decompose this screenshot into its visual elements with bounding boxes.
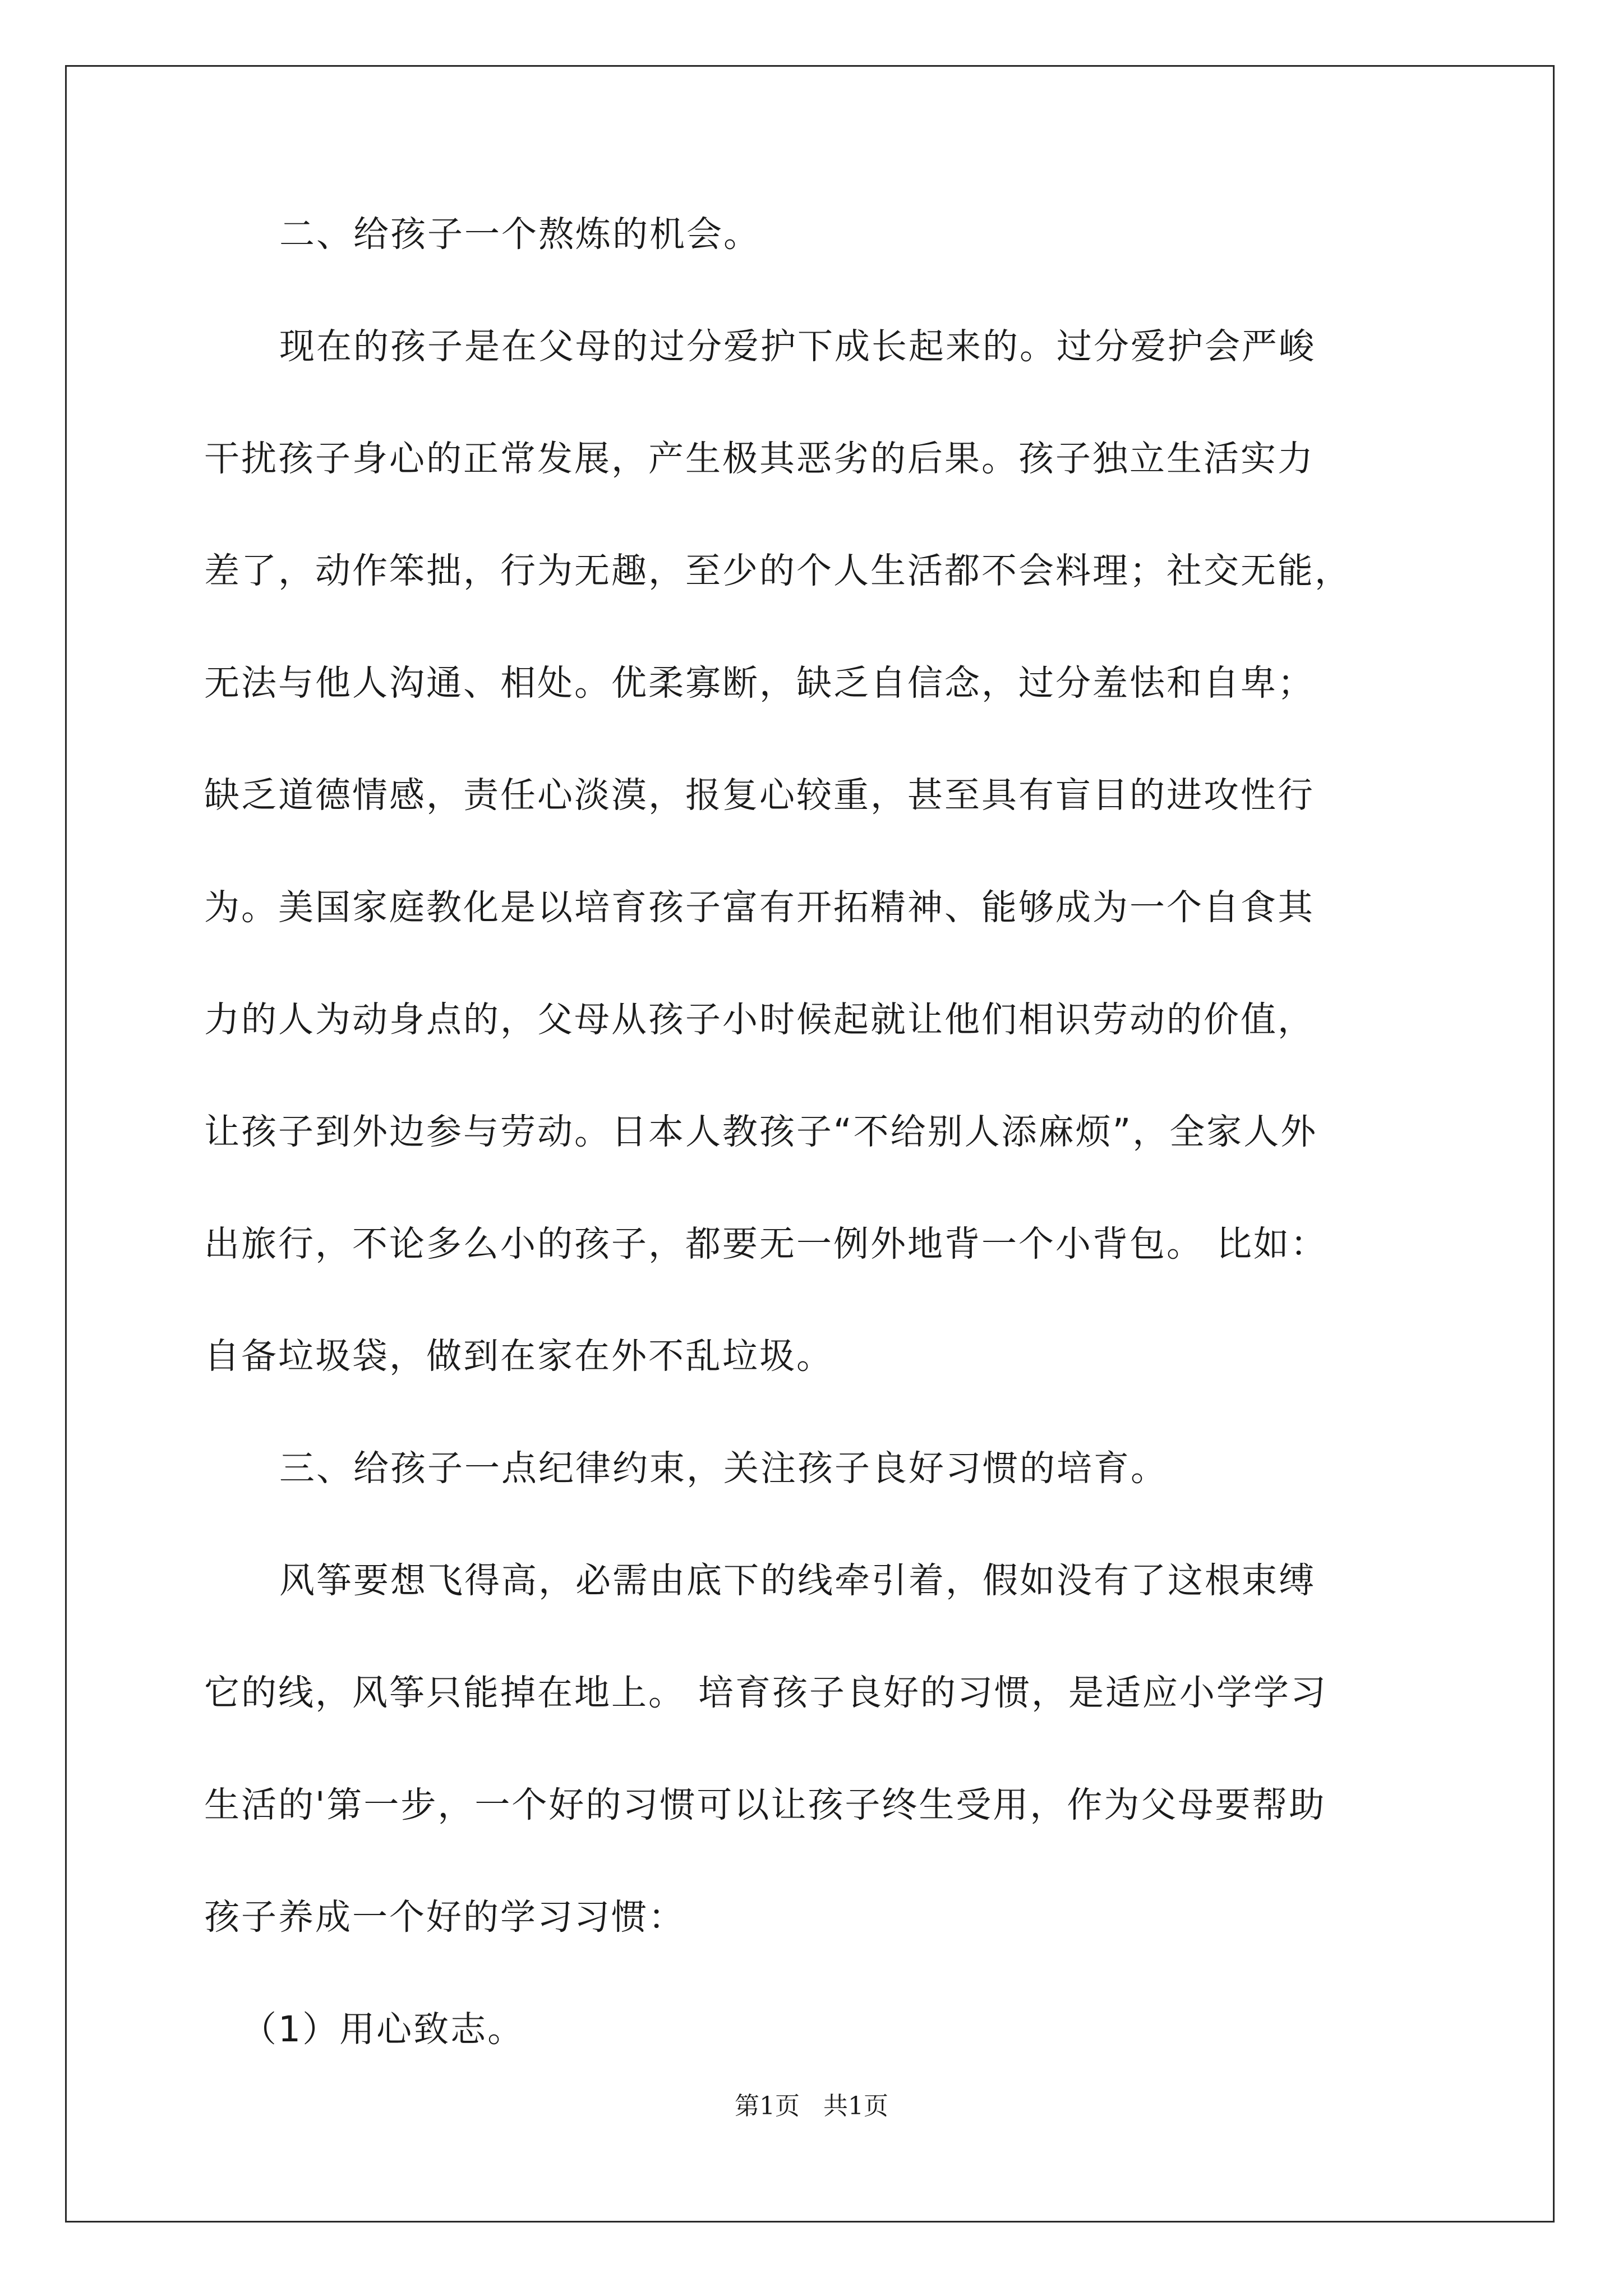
paragraph-line: 差了，动作笨拙，行为无趣，至少的个人生活都不会料理；社交无能， [204,550,1352,591]
paragraph-line: 力的人为动身点的，父母从孩子小时候起就让他们相识劳动的价值， [204,999,1315,1040]
paragraph-line: 生活的'第一步，一个好的习惯可以让孩子终生受用，作为父母要帮助 [204,1784,1326,1825]
paragraph-line: 无法与他人沟通、相处。优柔寡断，缺乏自信念，过分羞怯和自卑； [204,662,1315,703]
paragraph-line: 缺乏道德情感，责任心淡漠，报复心较重，甚至具有盲目的进攻性行 [204,775,1315,816]
heading-section-2: 二、给孩子一个熬炼的机会。 [279,214,760,255]
page-total: 共1页 [823,2092,888,2120]
paragraph-line: 为。美国家庭教化是以培育孩子富有开拓精神、能够成为一个自食其 [204,887,1315,928]
paragraph-line: 风筝要想飞得高，必需由底下的线牵引着，假如没有了这根束缚 [279,1560,1316,1601]
paragraph-line: 它的线，风筝只能掉在地上。 培育孩子良好的习惯，是适应小学学习 [204,1672,1328,1713]
paragraph-line: 干扰孩子身心的正常发展，产生极其恶劣的后果。孩子独立生活实力 [204,438,1315,479]
paragraph-line: 现在的孩子是在父母的过分爱护下成长起来的。过分爱护会严峻 [279,326,1316,367]
paragraph-line: 让孩子到外边参与劳动。日本人教孩子“不给别人添麻烦”，全家人外 [204,1111,1318,1152]
heading-section-3: 三、给孩子一点纪律约束，关注孩子良好习惯的培育。 [279,1448,1168,1489]
page-footer [0,2091,1623,2122]
list-item-1: （1）用心致志。 [241,2009,525,2050]
paragraph-line: 自备垃圾袋，做到在家在外不乱垃圾。 [204,1336,833,1377]
paragraph-line: 孩子养成一个好的学习习惯： [204,1897,685,1938]
paragraph-line: 出旅行，不论多么小的孩子，都要无一例外地背一个小背包。 比如： [204,1223,1328,1264]
page-number: 第1页 [735,2092,800,2120]
